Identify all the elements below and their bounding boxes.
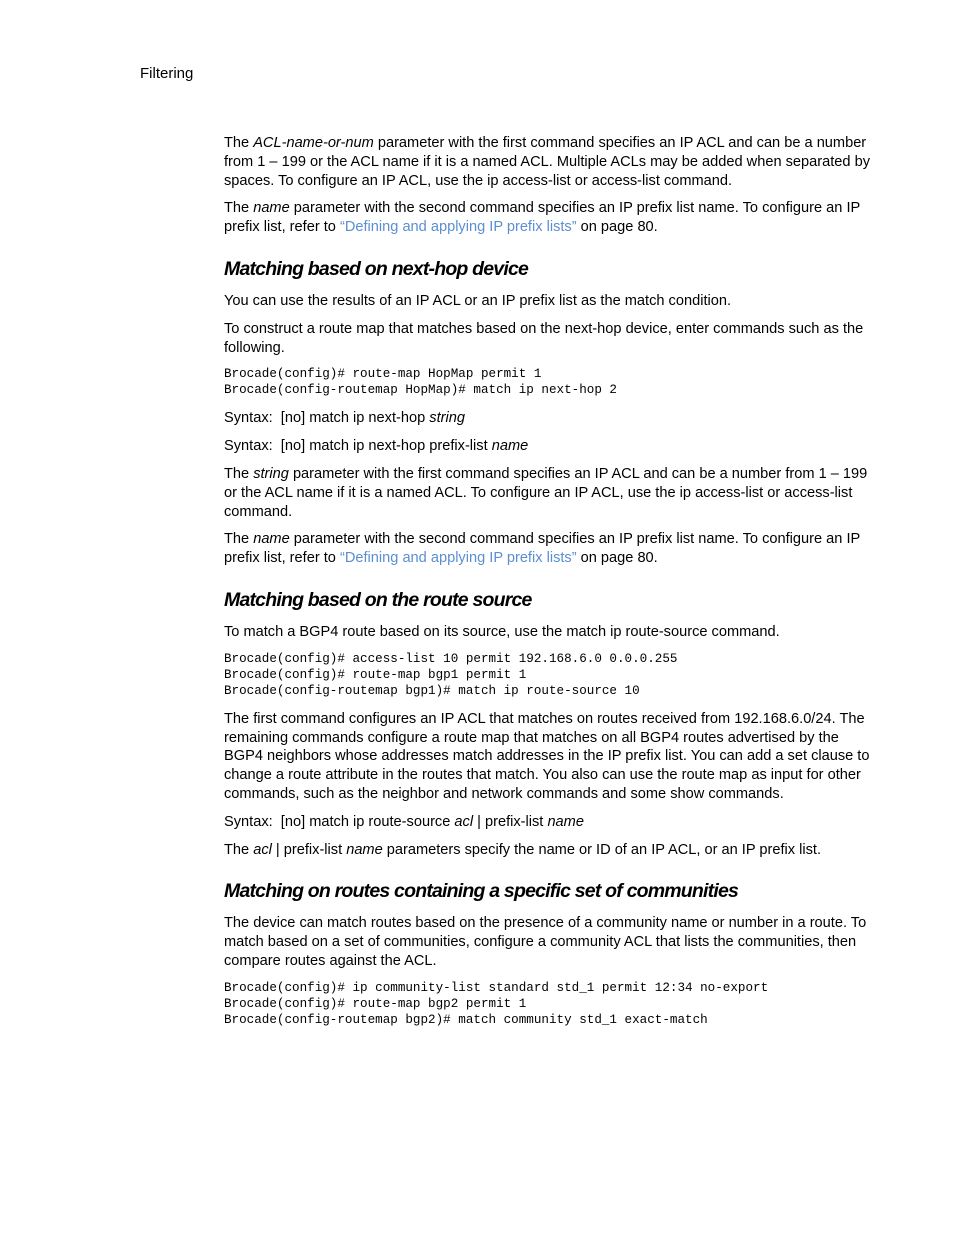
code-block-next-hop xyxy=(224,366,874,398)
code-line: Brocade(config)# route-map bgp1 permit 1 xyxy=(224,667,527,682)
next-hop-construct: To construct a route map that matches based on the next-hop device, enter commands such as the following. xyxy=(224,320,864,356)
code-line: Brocade(config-routemap HopMap)# match ip next-hop 2 xyxy=(224,383,617,398)
cmd-access-list: access-list xyxy=(591,172,660,189)
syntax-next-hop-prefix-list: Syntax: [no] match ip next-hop prefix-list name xyxy=(224,438,529,455)
cmd-ip-access-list: ip access-list xyxy=(487,172,571,189)
acl-prefix-list-params: The acl | prefix-list name parameters specify the name or ID of an IP ACL, or an IP prefix list. xyxy=(224,841,822,858)
code-block-communities xyxy=(224,980,874,1028)
route-source-intro: To match a BGP4 route based on its source, use the match ip route-source command. xyxy=(224,623,780,640)
name-param-paragraph: The name parameter with the second command specifies an IP prefix list name. To configure an IP prefix list, refer to “Defining and applying IP prefix lists” on page 80. xyxy=(224,531,860,567)
syntax-route-source: Syntax: [no] match ip route-source acl | prefix-list name xyxy=(224,813,584,830)
param-name: name xyxy=(253,200,290,217)
code-line: Brocade(config-routemap bgp2)# match community std_1 exact-match xyxy=(224,1012,708,1027)
code-line: Brocade(config)# ip community-list standard std_1 permit 12:34 no-export xyxy=(224,980,769,995)
route-source-explanation: The first command configures an IP ACL that matches on routes received from 192.168.6.0/24. The remaining commands configure a route map that matches on all BGP4 routes advertised by the BGP4 neighbors whose addresses match addresses in the IP prefix list. You can add a set clause to change a route attribute in the routes that match. You also can use the route map as input for other commands, such as the neighbor and network commands and some show commands. xyxy=(224,710,870,802)
code-line: Brocade(config)# access-list 10 permit 192.168.6.0 0.0.0.255 xyxy=(224,651,678,666)
heading-communities: Matching on routes containing a specific set of communities xyxy=(224,880,739,903)
page-header-section: Filtering xyxy=(140,65,194,82)
code-block-route-source xyxy=(224,651,874,699)
next-hop-intro: You can use the results of an IP ACL or an IP prefix list as the match condition. xyxy=(224,292,732,309)
code-line: Brocade(config)# route-map HopMap permit 1 xyxy=(224,367,542,382)
acl-name-paragraph: The ACL-name-or-num parameter with the first command specifies an IP ACL and can be a number from 1 – 199 or the ACL name if it is a named ACL. Multiple ACLs may be added when separated by spaces. To configure an IP ACL, use the ip access-list or access-list command. xyxy=(224,135,871,189)
syntax-next-hop: Syntax: [no] match ip next-hop string xyxy=(224,410,465,427)
code-line: Brocade(config-routemap bgp1)# match ip route-source 10 xyxy=(224,683,640,698)
string-param-paragraph: The string parameter with the first command specifies an IP ACL and can be a number from 1 – 199 or the ACL name if it is a named ACL. To configure an IP ACL, use the ip access-list or access-list command. xyxy=(224,465,868,520)
param-acl-name-or-num: ACL-name-or-num xyxy=(253,135,374,151)
prefix-list-paragraph: The name parameter with the second command specifies an IP prefix list name. To configure an IP prefix list, refer to “Defining and applying IP prefix lists” on page 80. xyxy=(224,200,860,236)
prefix-lists-link[interactable]: “Defining and applying IP prefix lists” xyxy=(339,219,577,236)
code-line: Brocade(config)# route-map bgp2 permit 1 xyxy=(224,996,527,1011)
prefix-lists-link[interactable]: “Defining and applying IP prefix lists” xyxy=(339,550,577,567)
communities-intro: The device can match routes based on the presence of a community name or number in a route. To match based on a set of communities, configure a community ACL that lists the communities, then compare routes against the ACL. xyxy=(224,915,867,969)
heading-route-source: Matching based on the route source xyxy=(224,588,532,611)
heading-next-hop: Matching based on next-hop device xyxy=(224,257,529,280)
main-content xyxy=(224,134,874,1028)
